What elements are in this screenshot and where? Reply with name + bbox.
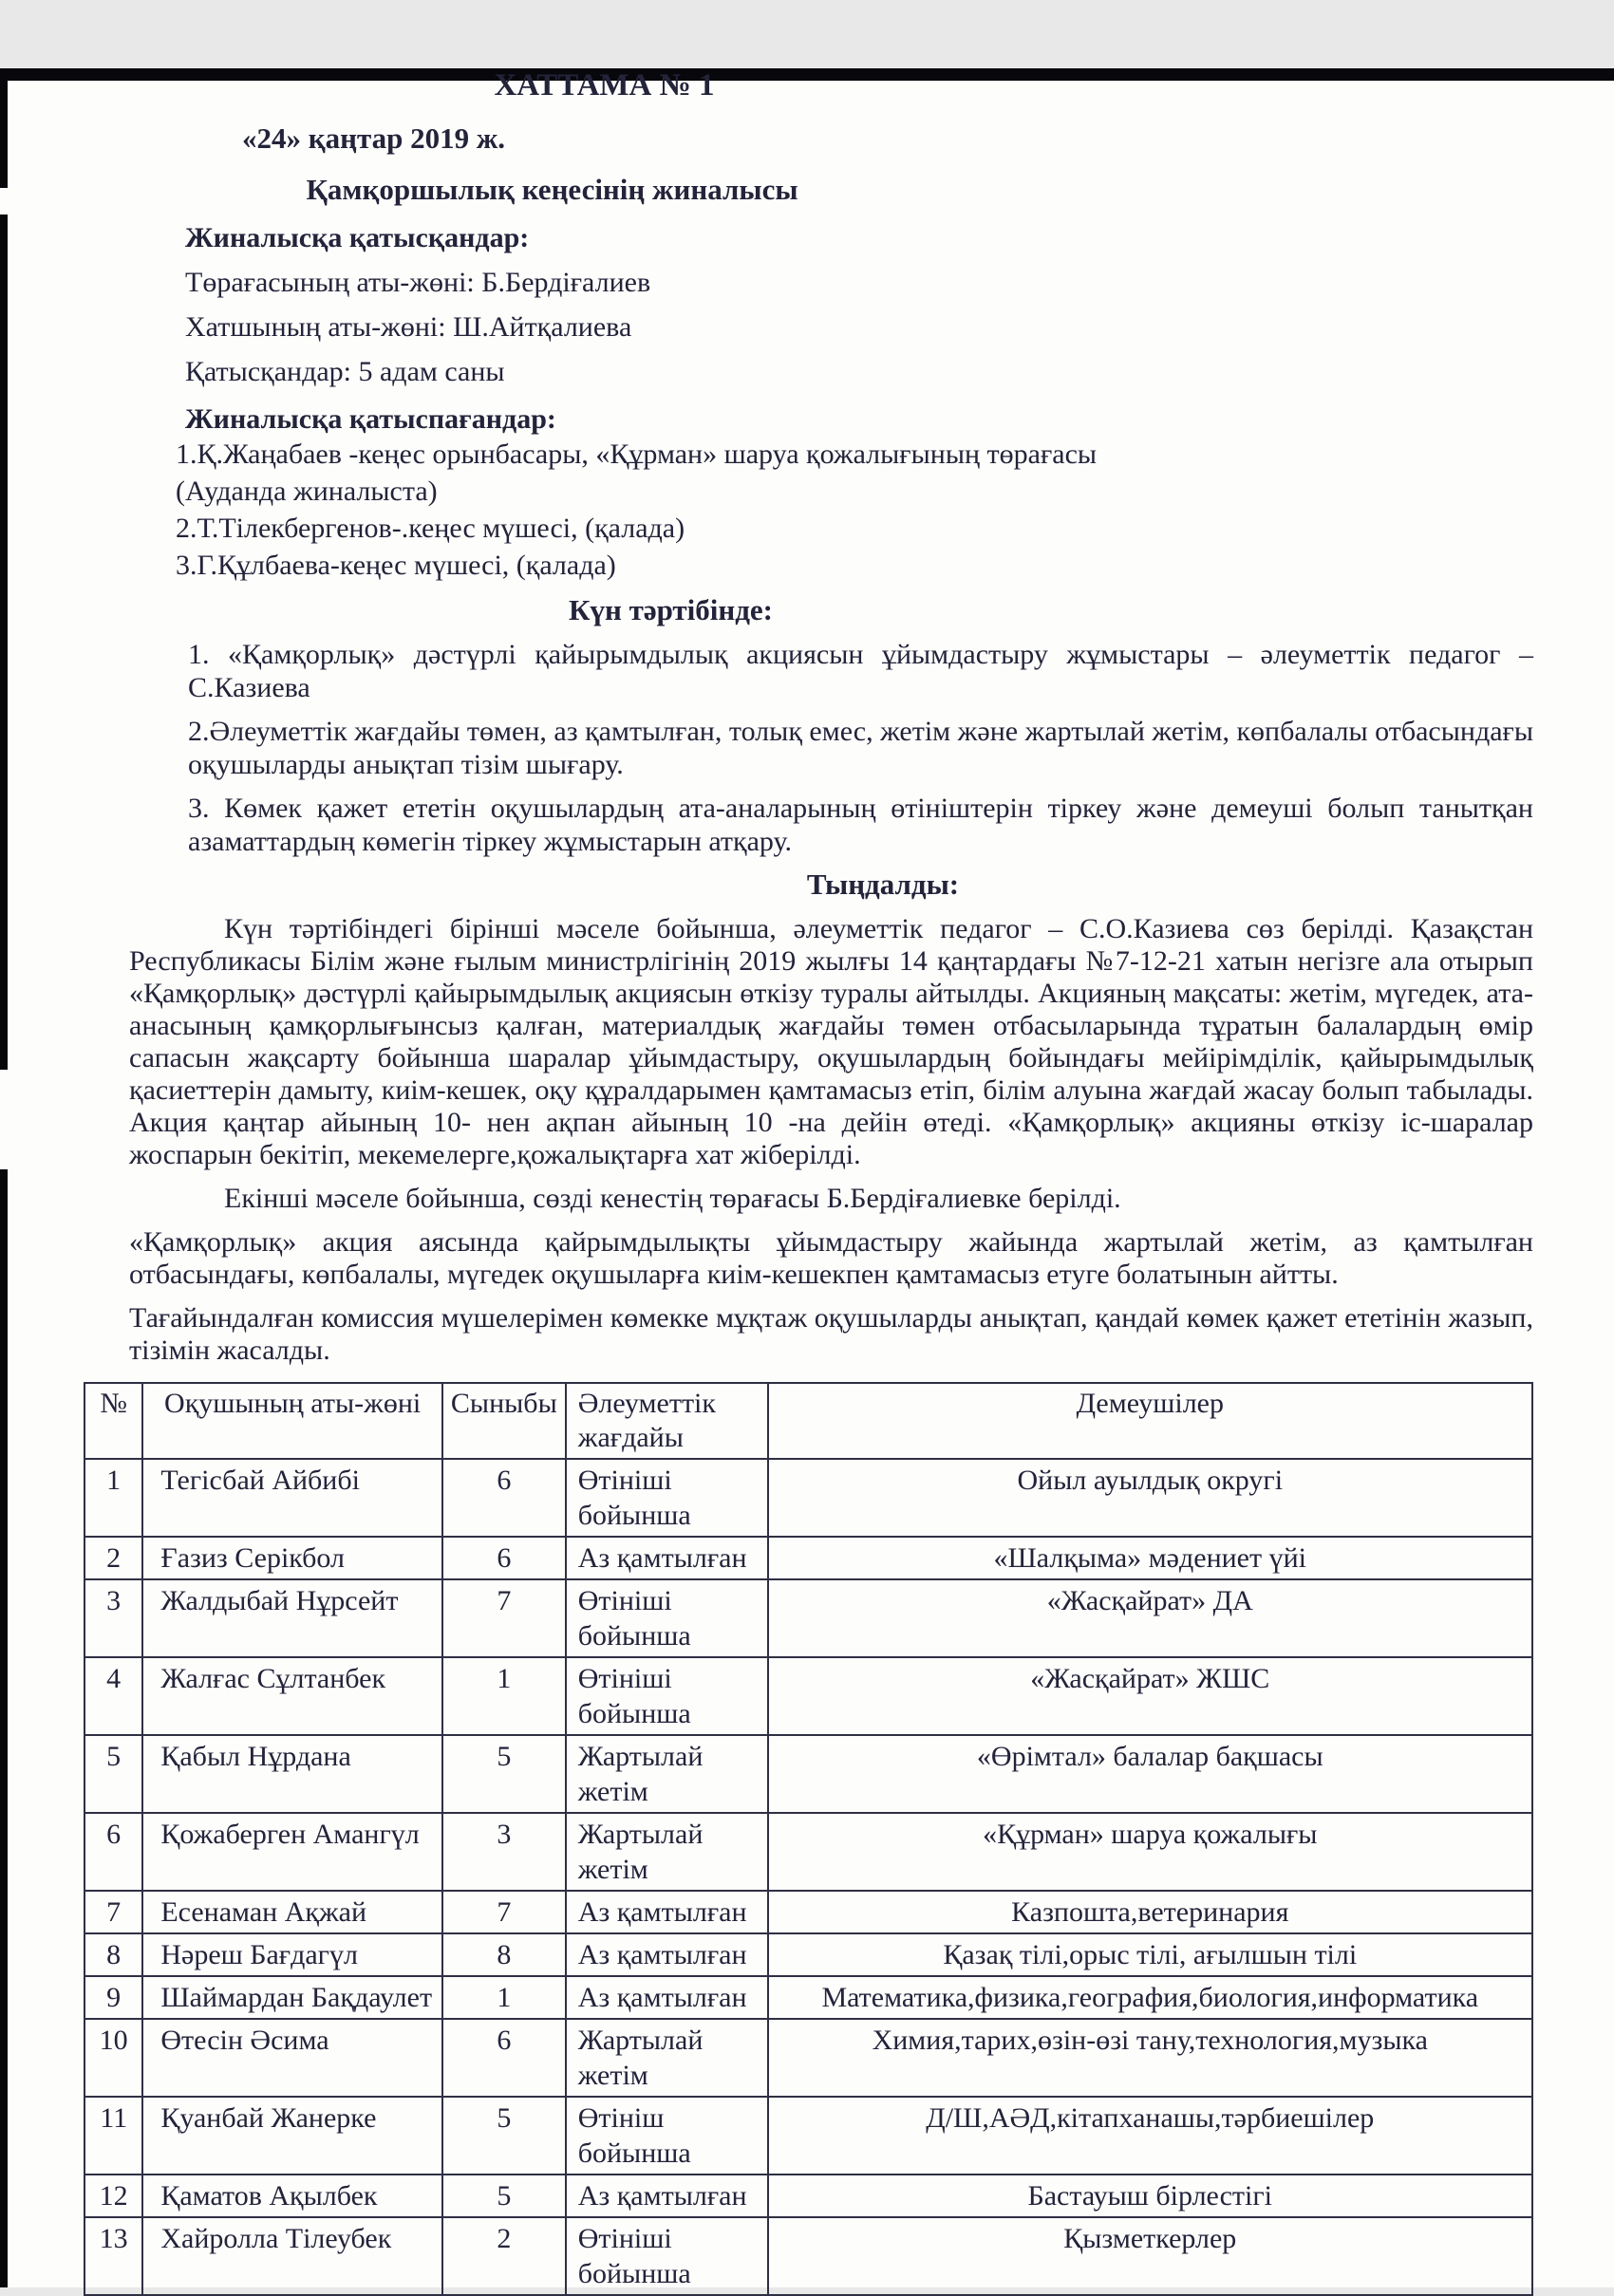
cell-social-status: Аз қамтылған	[566, 1976, 768, 2019]
chairman-line: Төрағасының аты-жөні: Б.Бердіғалиев	[185, 267, 651, 298]
agenda-item-3: 3. Көмек қажет ететін оқушылардың ата-аналарының өтініштерін тіркеу және демеуші болып танытқан азаматтардың көмегін тіркеу жұмыстарын атқару.	[188, 793, 1533, 857]
scanned-document-page	[0, 68, 1614, 2287]
cell-student-name: Ғазиз Серікбол	[142, 1537, 442, 1579]
cell-number: 4	[84, 1657, 142, 1735]
absent-item-1: 1.Қ.Жаңабаев -кеңес орынбасары, «Құрман» шаруа қожалығының төрағасы	[176, 439, 1098, 470]
cell-sponsor: Қызметкерлер	[768, 2217, 1532, 2295]
cell-sponsor: «Шалқыма» мәдениет үйі	[768, 1537, 1532, 1579]
table-row	[84, 1579, 1532, 1657]
cell-social-status: Жартылай жетім	[566, 2019, 768, 2097]
table-row	[84, 1735, 1532, 1813]
cell-student-name: Қожаберген Амангүл	[142, 1813, 442, 1891]
cell-grade: 7	[442, 1891, 566, 1933]
cell-grade: 5	[442, 1735, 566, 1813]
agenda-item-2: 2.Әлеуметтік жағдайы төмен, аз қамтылған, толық емес, жетім және жартылай жетім, көпбалалы отбасындағы оқушыларды анықтап тізім шығару.	[188, 716, 1533, 780]
cell-number: 13	[84, 2217, 142, 2295]
cell-social-status: Аз қамтылған	[566, 2175, 768, 2217]
cell-number: 5	[84, 1735, 142, 1813]
cell-number: 10	[84, 2019, 142, 2097]
table-row	[84, 1933, 1532, 1976]
cell-student-name: Қуанбай Жанерке	[142, 2097, 442, 2175]
cell-sponsor: Казпошта,ветеринария	[768, 1891, 1532, 1933]
agenda-item-1: 1. «Қамқорлық» дәстүрлі қайырымдылық акциясын ұйымдастыру жұмыстары – әлеуметтік педагог – С.Казиева	[188, 639, 1533, 703]
table-row	[84, 1459, 1532, 1537]
cell-social-status: Өтініш бойынша	[566, 2097, 768, 2175]
table-row	[84, 1657, 1532, 1735]
table-header-number: №	[84, 1383, 142, 1459]
table-row	[84, 1813, 1532, 1891]
cell-grade: 6	[442, 2019, 566, 2097]
table-header-sponsor: Демеушілер	[768, 1383, 1532, 1459]
cell-sponsor: «Жасқайрат» ДА	[768, 1579, 1532, 1657]
cell-social-status: Өтініші бойынша	[566, 2217, 768, 2295]
heard-paragraph-2: Екінші мәселе бойынша, сөзді кенестің төрағасы Б.Бердіғалиевке берілді.	[224, 1183, 1121, 1214]
cell-social-status: Жартылай жетім	[566, 1735, 768, 1813]
document-title: ХАТТАМА № 1	[494, 68, 715, 103]
cell-student-name: Өтесін Әсима	[142, 2019, 442, 2097]
cell-student-name: Жалғас Сұлтанбек	[142, 1657, 442, 1735]
cell-social-status: Өтініші бойынша	[566, 1459, 768, 1537]
cell-number: 9	[84, 1976, 142, 2019]
cell-social-status: Өтініші бойынша	[566, 1579, 768, 1657]
cell-number: 7	[84, 1891, 142, 1933]
agenda-heading: Күн тәртібінде:	[569, 593, 773, 626]
attended-heading: Жиналысқа қатысқандар:	[185, 222, 530, 253]
cell-grade: 5	[442, 2097, 566, 2175]
table-header-row	[84, 1383, 1532, 1459]
cell-sponsor: Математика,физика,география,биология,информатика	[768, 1976, 1532, 2019]
absent-heading: Жиналысқа қатыспағандар:	[185, 403, 556, 435]
cell-grade: 6	[442, 1459, 566, 1537]
cell-grade: 2	[442, 2217, 566, 2295]
cell-social-status: Аз қамтылған	[566, 1891, 768, 1933]
cell-sponsor: Д/Ш,АӘД,кітапханашы,тәрбиешілер	[768, 2097, 1532, 2175]
absent-item-2: 2.Т.Тілекбергенов-.кеңес мүшесі, (қалада)	[176, 513, 685, 544]
secretary-line: Хатшының аты-жөні: Ш.Айтқалиева	[185, 311, 632, 343]
document-content	[0, 68, 1614, 2296]
absent-item-1-note: (Ауданда жиналыста)	[176, 476, 438, 507]
cell-grade: 1	[442, 1976, 566, 2019]
table-header-student-name: Оқушының аты-жөні	[142, 1383, 442, 1459]
cell-grade: 7	[442, 1579, 566, 1657]
table-row	[84, 1976, 1532, 2019]
cell-grade: 1	[442, 1657, 566, 1735]
cell-student-name: Қабыл Нұрдана	[142, 1735, 442, 1813]
cell-sponsor: Қазақ тілі,орыс тілі, ағылшын тілі	[768, 1933, 1532, 1976]
heard-heading: Тыңдалды:	[806, 868, 960, 901]
cell-grade: 6	[442, 1537, 566, 1579]
cell-number: 12	[84, 2175, 142, 2217]
cell-sponsor: Химия,тарих,өзін-өзі тану,технология,музыка	[768, 2019, 1532, 2097]
cell-sponsor: Бастауыш бірлестігі	[768, 2175, 1532, 2217]
cell-sponsor: «Жасқайрат» ЖШС	[768, 1657, 1532, 1735]
cell-student-name: Жалдыбай Нұрсейт	[142, 1579, 442, 1657]
cell-social-status: Аз қамтылған	[566, 1933, 768, 1976]
table-row	[84, 2097, 1532, 2175]
meeting-title: Қамқоршылық кеңесінің жиналысы	[306, 173, 798, 206]
cell-number: 1	[84, 1459, 142, 1537]
table-row	[84, 2175, 1532, 2217]
table-row	[84, 1891, 1532, 1933]
cell-number: 11	[84, 2097, 142, 2175]
cell-social-status: Аз қамтылған	[566, 1537, 768, 1579]
document-date: «24» қаңтар 2019 ж.	[242, 121, 506, 155]
cell-number: 8	[84, 1933, 142, 1976]
students-sponsors-table	[84, 1382, 1533, 2296]
table-header-row-inner	[84, 1383, 1532, 1459]
cell-student-name: Хайролла Тілеубек	[142, 2217, 442, 2295]
heard-paragraph-3: «Қамқорлық» акция аясында қайрымдылықты ұйымдастыру жайында жартылай жетім, аз қамтылған отбасындағы, көпбалалы, мүгедек оқушыларға киім-кешекпен қамтамасыз етуге болатынын айтты.	[129, 1226, 1533, 1290]
heard-paragraph-1: Күн тәртібіндегі бірінші мәселе бойынша, әлеуметтік педагог – С.О.Казиева сөз берілді. Қазақстан Республикасы Білім және ғылым министрлігінің 2019 жылғы 14 қаңтардағы №7-12-21 хатын негізге ала отырып «Қамқорлық» дәстүрлі қайырымдылық акциясын өткізу туралы айтылды. Акцияның мақсаты: жетім, мүгедек, ата-анасының қамқорлығынсыз қалған, материалдық жағдайы төмен отбасыларында тұратын балалардың өмір сапасын жақсарту бойынша шаралар ұйымдастыру, оқушылардың бойындағы мейірімділік, қайырымдылық қасиеттерін дамыту, киім-кешек, оқу құралдарымен қамтамасыз етіп, білім алуына жағдай жасау болып табылады. Акция қаңтар айының 10- нен ақпан айының 10 -на дейін өтеді. «Қамқорлық» акцияны өткізу іс-шаралар жоспарын бекітіп, мекемелерге,қожалықтарға хат жіберілді.	[129, 913, 1533, 1170]
cell-grade: 3	[442, 1813, 566, 1891]
absent-item-3: 3.Г.Құлбаева-кеңес мүшесі, (қалада)	[176, 550, 616, 581]
cell-student-name: Нәреш Бағдагүл	[142, 1933, 442, 1976]
cell-number: 3	[84, 1579, 142, 1657]
cell-student-name: Тегісбай Айбибі	[142, 1459, 442, 1537]
table-header-social-status: Әлеуметтік жағдайы	[566, 1383, 768, 1459]
table-row	[84, 2019, 1532, 2097]
cell-sponsor: Ойыл ауылдық округі	[768, 1459, 1532, 1537]
participant-count-line: Қатысқандар: 5 адам саны	[185, 356, 505, 387]
cell-social-status: Өтініші бойынша	[566, 1657, 768, 1735]
cell-social-status: Жартылай жетім	[566, 1813, 768, 1891]
cell-grade: 5	[442, 2175, 566, 2217]
table-row	[84, 1537, 1532, 1579]
table-header-grade: Сыныбы	[442, 1383, 566, 1459]
cell-grade: 8	[442, 1933, 566, 1976]
cell-student-name: Есенаман Ақжай	[142, 1891, 442, 1933]
cell-number: 6	[84, 1813, 142, 1891]
table-row	[84, 2217, 1532, 2295]
cell-student-name: Шаймардан Бақдаулет	[142, 1976, 442, 2019]
cell-sponsor: «Өрімтал» балалар бақшасы	[768, 1735, 1532, 1813]
cell-student-name: Қаматов Ақылбек	[142, 2175, 442, 2217]
cell-number: 2	[84, 1537, 142, 1579]
heard-paragraph-4: Тағайындалған комиссия мүшелерімен көмекке мұқтаж оқушыларды анықтап, қандай көмек қажет ететінін жазып, тізімін жасалды.	[129, 1302, 1533, 1366]
table-body	[84, 1459, 1532, 2295]
cell-sponsor: «Құрман» шаруа қожалығы	[768, 1813, 1532, 1891]
